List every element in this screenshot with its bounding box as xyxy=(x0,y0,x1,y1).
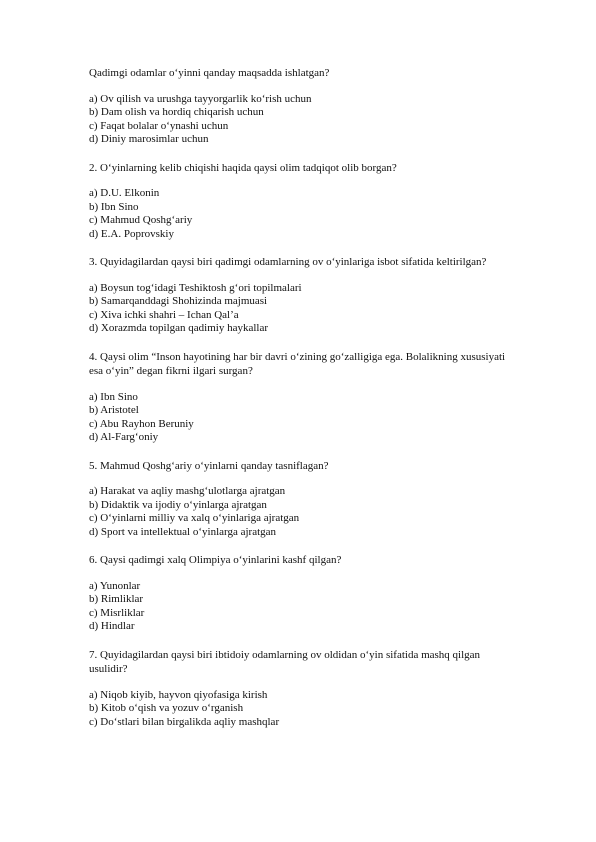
answer-option: b) Dam olish va hordiq chiqarish uchun xyxy=(89,106,264,118)
answer-option: b) Aristotel xyxy=(89,404,139,416)
answer-option: c) Misrliklar xyxy=(89,606,145,619)
answer-option: a) Boysun tog‘idagi Teshiktosh g‘ori topilmalari xyxy=(89,281,302,294)
question-block xyxy=(89,648,519,730)
answer-option: c) Abu Rayhon Beruniy xyxy=(89,417,194,430)
answer-option: b) Ibn Sino xyxy=(89,200,139,213)
answer-options xyxy=(89,187,519,241)
answer-option: d) Al-Farg‘oniy xyxy=(89,431,159,443)
answer-option: a) Harakat va aqliy mashg‘ulotlarga ajratgan xyxy=(89,485,286,497)
answer-option: c) Xiva ichki shahri – Ichan Qal’a xyxy=(89,308,239,321)
answer-option: c) Faqat bolalar o‘ynashi uchun xyxy=(89,119,229,132)
question-text: Qadimgi odamlar o‘yinni qanday maqsadda ishlatgan? xyxy=(89,67,330,79)
answer-option: d) Xorazmda topilgan qadimiy haykallar xyxy=(89,322,268,334)
question-block xyxy=(89,553,519,634)
answer-options xyxy=(89,282,519,336)
answer-option: d) E.A. Poprovskiy xyxy=(89,227,174,240)
question-block xyxy=(89,255,519,336)
answer-option: b) Didaktik va ijodiy o‘yinlarga ajratgan xyxy=(89,498,267,511)
answer-option: a) Ov qilish va urushga tayyorgarlik ko‘rish uchun xyxy=(89,92,312,105)
answer-option: a) Niqob kiyib, hayvon qiyofasiga kirish xyxy=(89,688,268,701)
answer-option: c) Mahmud Qoshg‘ariy xyxy=(89,214,193,226)
answer-option: d) Diniy marosimlar uchun xyxy=(89,133,209,145)
answer-option: d) Hindlar xyxy=(89,620,135,632)
question-block xyxy=(89,161,519,242)
question-text: 2. O‘yinlarning kelib chiqishi haqida qaysi olim tadqiqot olib borgan? xyxy=(89,161,397,174)
question-text: 5. Mahmud Qoshg‘ariy o‘yinlarni qanday tasniflagan? xyxy=(89,459,329,472)
answer-options xyxy=(89,689,519,730)
question-text: 7. Quyidagilardan qaysi biri ibtidoiy odamlarning ov oldidan o‘yin sifatida mashq qilgan usulidir? xyxy=(89,648,481,675)
answer-option: a) D.U. Elkonin xyxy=(89,187,160,199)
question-list xyxy=(89,66,519,729)
question-block xyxy=(89,459,519,540)
question-text: 6. Qaysi qadimgi xalq Olimpiya o‘yinlarini kashf qilgan? xyxy=(89,554,342,566)
answer-option: a) Ibn Sino xyxy=(89,390,138,403)
answer-option: b) Samarqanddagi Shohizinda majmuasi xyxy=(89,295,268,307)
answer-options xyxy=(89,391,519,445)
question-block xyxy=(89,66,519,147)
answer-option: c) O‘yinlarni milliy va xalq o‘yinlariga ajratgan xyxy=(89,512,300,524)
answer-option: d) Sport va intellektual o‘yinlarga ajratgan xyxy=(89,525,277,538)
question-text: 3. Quyidagilardan qaysi biri qadimgi odamlarning ov o‘yinlariga isbot sifatida keltirilgan? xyxy=(89,256,487,268)
answer-option: a) Yunonlar xyxy=(89,579,141,592)
answer-options xyxy=(89,485,519,539)
answer-option: b) Rimliklar xyxy=(89,593,144,605)
question-text: 4. Qaysi olim “Inson hayotining har bir davri o‘zining go‘zalligiga ega. Bolalikning xususiyati esa o‘yin” degan fikrni ilgari surgan? xyxy=(89,350,506,377)
answer-option: b) Kitob o‘qish va yozuv o‘rganish xyxy=(89,702,244,714)
answer-options xyxy=(89,580,519,634)
answer-option: c) Do‘stlari bilan birgalikda aqliy mashqlar xyxy=(89,715,280,728)
question-block xyxy=(89,350,519,445)
answer-options xyxy=(89,93,519,147)
